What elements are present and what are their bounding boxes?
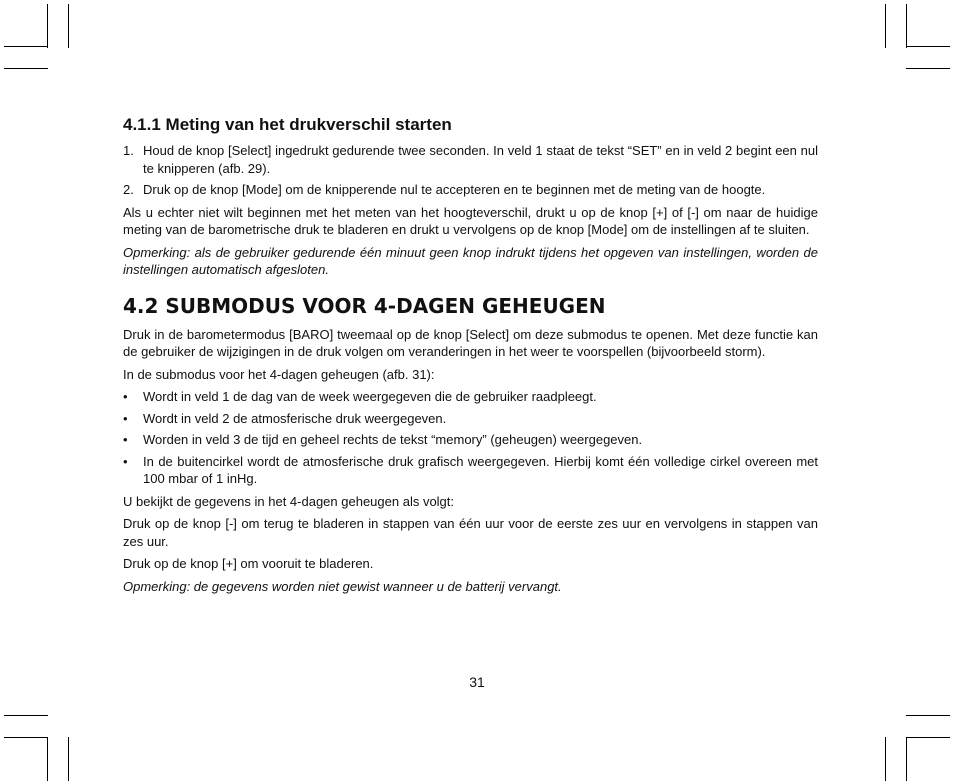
list-item bbox=[123, 410, 818, 428]
crop-mark bbox=[906, 715, 950, 716]
crop-mark bbox=[906, 737, 907, 781]
bullet-list bbox=[123, 388, 818, 488]
list-item-text: Worden in veld 3 de tijd en geheel rechts de tekst “memory” (geheugen) weergegeven. bbox=[143, 432, 643, 447]
page-content bbox=[123, 114, 818, 600]
list-item-text: Houd de knop [Select] ingedrukt gedurende twee seconden. In veld 1 staat de tekst “SET” en in veld 2 begint een nul te knipperen (afb. 29). bbox=[143, 143, 818, 176]
crop-mark bbox=[47, 4, 48, 48]
note-paragraph: Opmerking: de gegevens worden niet gewist wanneer u de batterij vervangt. bbox=[123, 578, 562, 594]
bullet-icon: • bbox=[123, 453, 128, 469]
list-item bbox=[123, 431, 818, 449]
list-item bbox=[123, 453, 818, 488]
bullet-icon: • bbox=[123, 432, 128, 447]
crop-mark bbox=[4, 715, 48, 716]
paragraph: U bekijkt de gegevens in het 4-dagen geheugen als volgt: bbox=[123, 493, 455, 509]
crop-mark bbox=[4, 46, 48, 47]
crop-mark bbox=[4, 68, 48, 69]
crop-mark bbox=[906, 4, 907, 48]
crop-mark bbox=[885, 737, 886, 781]
paragraph: In de submodus voor het 4-dagen geheugen (afb. 31): bbox=[123, 366, 435, 382]
steps-list bbox=[123, 142, 818, 199]
list-item bbox=[123, 181, 818, 199]
section-heading-4-2: 4.2 SUBMODUS VOOR 4-DAGEN GEHEUGEN bbox=[123, 293, 606, 318]
crop-mark bbox=[906, 737, 950, 738]
paragraph: Druk op de knop [+] om vooruit te bladeren. bbox=[123, 556, 374, 571]
crop-mark bbox=[68, 737, 69, 781]
list-item bbox=[123, 142, 818, 177]
list-number: 2. bbox=[123, 182, 134, 197]
crop-mark bbox=[885, 4, 886, 48]
bullet-icon: • bbox=[123, 410, 128, 426]
page-number: 31 bbox=[469, 674, 485, 690]
section-heading-4-1-1: 4.1.1 Meting van het drukverschil starten bbox=[123, 115, 452, 134]
crop-mark bbox=[4, 737, 48, 738]
crop-mark bbox=[68, 4, 69, 48]
list-item-text: Wordt in veld 2 de atmosferische druk weergegeven. bbox=[143, 410, 447, 426]
list-item-text: In de buitencirkel wordt de atmosferische druk grafisch weergegeven. Hierbij komt één volledige cirkel overeen met 100 mbar of 1 inHg. bbox=[143, 453, 818, 486]
list-item bbox=[123, 388, 818, 406]
crop-mark bbox=[47, 737, 48, 781]
crop-mark bbox=[906, 68, 950, 69]
crop-mark bbox=[906, 46, 950, 47]
list-item-text: Wordt in veld 1 de dag van de week weergegeven die de gebruiker raadpleegt. bbox=[143, 389, 597, 404]
list-item-text: Druk op de knop [Mode] om de knipperende nul te accepteren en te beginnen met de meting van de hoogte. bbox=[143, 182, 766, 197]
bullet-icon: • bbox=[123, 389, 128, 404]
note-paragraph: Opmerking: als de gebruiker gedurende één minuut geen knop indrukt tijdens het opgeven van instellingen, worden de instellingen automatisch afgesloten. bbox=[123, 244, 818, 277]
paragraph: Druk op de knop [-] om terug te bladeren in stappen van één uur voor de eerste zes uur en vervolgens in stappen van zes uur. bbox=[123, 516, 818, 549]
paragraph: Druk in de barometermodus [BARO] tweemaal op de knop [Select] om deze submodus te openen. Met deze functie kan de gebruiker de wijzigingen in de druk volgen om veranderingen in het weer te voorspellen (bijvoorbeeld storm). bbox=[123, 326, 818, 359]
list-number: 1. bbox=[123, 143, 134, 158]
paragraph: Als u echter niet wilt beginnen met het meten van het hoogteverschil, drukt u op de knop [+] of [-] om naar de huidige meting van de barometrische druk te bladeren en drukt u vervolgens op de knop [Mode] om de instellingen af te sluiten. bbox=[123, 204, 818, 237]
